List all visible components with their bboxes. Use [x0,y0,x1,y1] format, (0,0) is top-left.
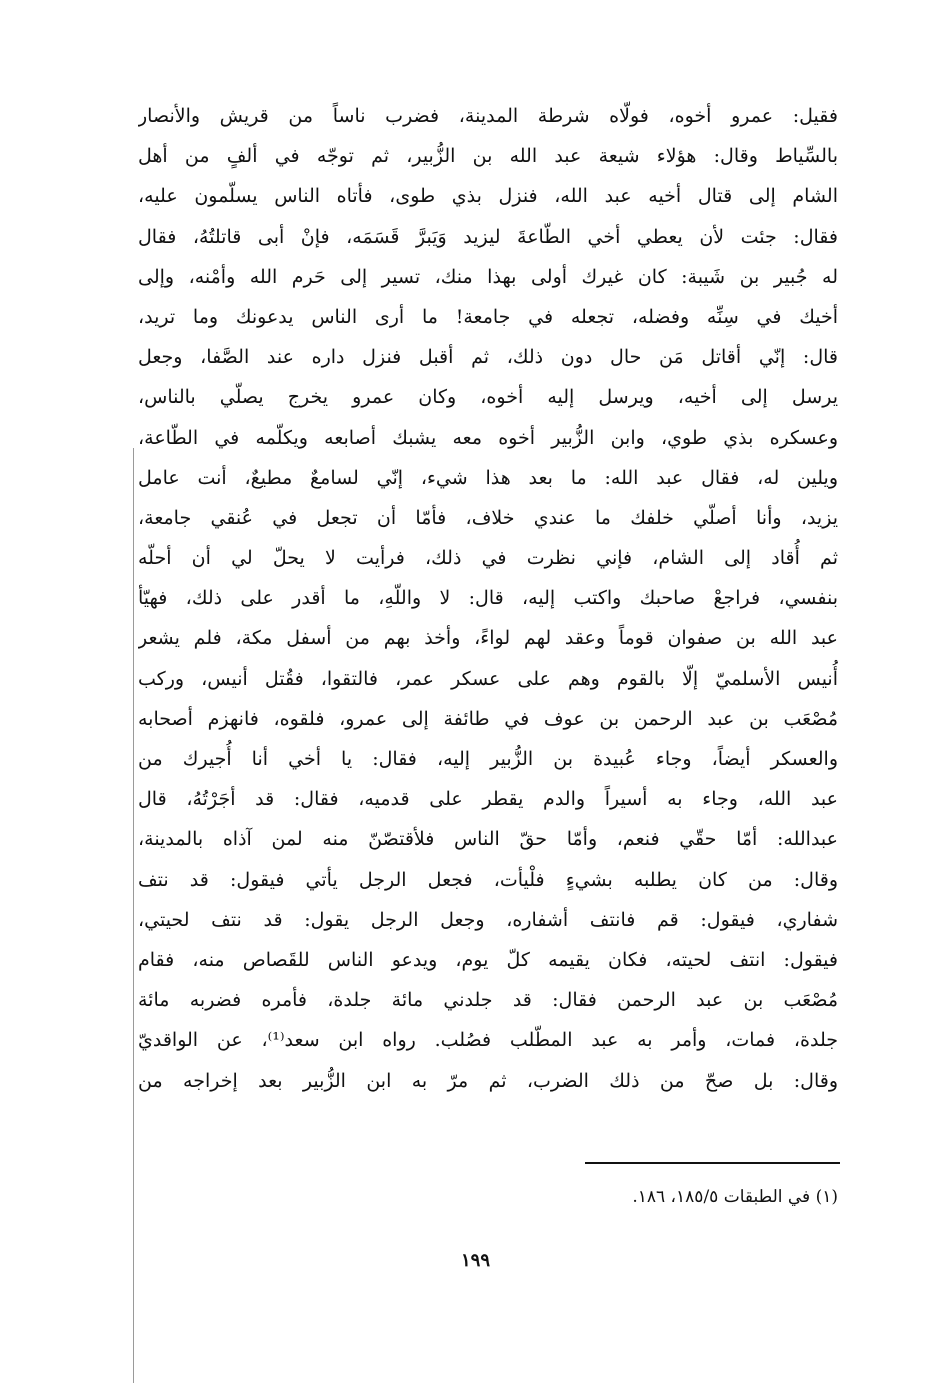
text-line-3: الشام إلى قتال أخيه عبد الله، فنزل بذي طوى، فأتاه الناس يسلّمون عليه، [138,185,838,208]
scan-edge-line [133,448,134,1383]
text-line-21: شفاري، فيقول: قم فانتف أشفاره، وجعل الرجل يقول: قد نتف لحيتي، [138,908,838,931]
text-line-20: وقال: من كان يطلبه بشيءٍ فلْيأت، فجعل الرجل يأتي فيقول: قد نتف [138,868,838,891]
text-line-6: أخيك في سِنِّه وفضله، تجعله في جامعة! ما أرى الناس يدعونك وما تريد، [138,305,838,328]
text-line-14: عبد الله بن صفوان قوماً وعقد لهم لواءً، وأخذ بهم من أسفل مكة، فلم يشعر [138,627,838,650]
text-line-24: جلدة، فمات، وأمر به عبد المطّلب فصُلب. رواه ابن سعد⁽¹⁾، عن الواقديّ [138,1029,838,1052]
text-line-25: وقال: بل صحّ من ذلك الضرب، ثم مرّ به ابن الزُّبير بعد إخراجه من [138,1069,838,1092]
text-line-9: وعسكره بذي طوي، وابن الزُّبير أخوه معه يشبك أصابعه ويكلّمه في الطّاعة، [138,426,838,449]
text-line-16: مُصْعَب بن عبد الرحمن بن عوف في طائفة إلى عمرو، فلقوه، فانهزم أصحابه [138,707,838,730]
footnote: (١) في الطبقات ١٨٥/٥، ١٨٦. [632,1187,838,1207]
text-line-5: له جُبير بن شَيبة: كان غيرك أولى بهذا منك، تسير إلى حَرم الله وأمْنه، وإلى [138,265,838,288]
text-line-22: فيقول: انتف لحيته، فكان يقيمه كلّ يوم، ويدعو الناس للقَصاص منه، فقام [138,948,838,971]
text-line-4: فقال: جئت لأن يعطي أخي الطّاعةَ ليزيد وَيَبرَّ قَسَمَه، فإنْ أبى قاتلتُهُ، فقال [138,225,838,248]
text-line-1: فقيل: عمرو أخوه، فولّاه شرطة المدينة، فضرب ناساً من قريش والأنصار [138,105,838,127]
text-line-23: مُصْعَب بن عبد الرحمن فقال: قد جلدني مائة جلدة، فأمره فضربه مائة [138,989,838,1012]
text-line-17: والعسكر أيضاً، وجاء عُبيدة بن الزُّبير إليه، فقال: يا أخي أنا أُجيرك من [138,748,838,770]
text-line-13: بنفسي، فراجعْ صاحبك واكتب إليه، قال: لا واللّهِ، ما أقدر على ذلك، فهيّأ [138,587,838,610]
text-line-7: قال: إنّي أقاتل مَن حال دون ذلك، ثم أقبل فنزل داره عند الصَّفا، وجعل [138,346,838,369]
text-line-18: عبد الله، وجاء به أسيراً والدم يقطر على قدميه، فقال: قد أجَرْتُهُ، قال [138,788,838,811]
main-text-block [138,96,838,1101]
text-line-12: ثم أُقاد إلى الشام، فإني نظرت في ذلك، فرأيت لا يحلّ لي أن أحلّه [138,547,838,570]
text-line-8: يرسل إلى أخيه، ويرسل إليه أخوه، وكان عمرو يخرج يصلّي بالناس، [138,386,838,409]
text-line-2: بالسِّياط وقال: هؤلاء شيعة عبد الله بن الزُّبير، ثم توجّه في ألفٍ من أهل [138,145,838,168]
text-line-11: يزيد، وأنا أصلّي خلفك ما عندي خلاف، فأمّا أن تجعل في عُنقي جامعة، [138,506,838,529]
page-number: ١٩٩ [460,1250,490,1271]
text-line-15: أُنيس الأسلميّ إلّا بالقوم وهم على عسكر عمر، فالتقوا، فقُتل أنيس، وركب [138,667,838,690]
text-line-10: ويلين له، فقال عبد الله: ما بعد هذا شيء، إنّي لسامعٌ مطيعٌ، أنت عامل [138,466,838,489]
footnote-separator [585,1162,840,1164]
text-line-19: عبدالله: أمّا حقّي فنعم، وأمّا حقّ الناس فلأقتصّنّ منه لمن آذاه بالمدينة، [138,828,838,851]
